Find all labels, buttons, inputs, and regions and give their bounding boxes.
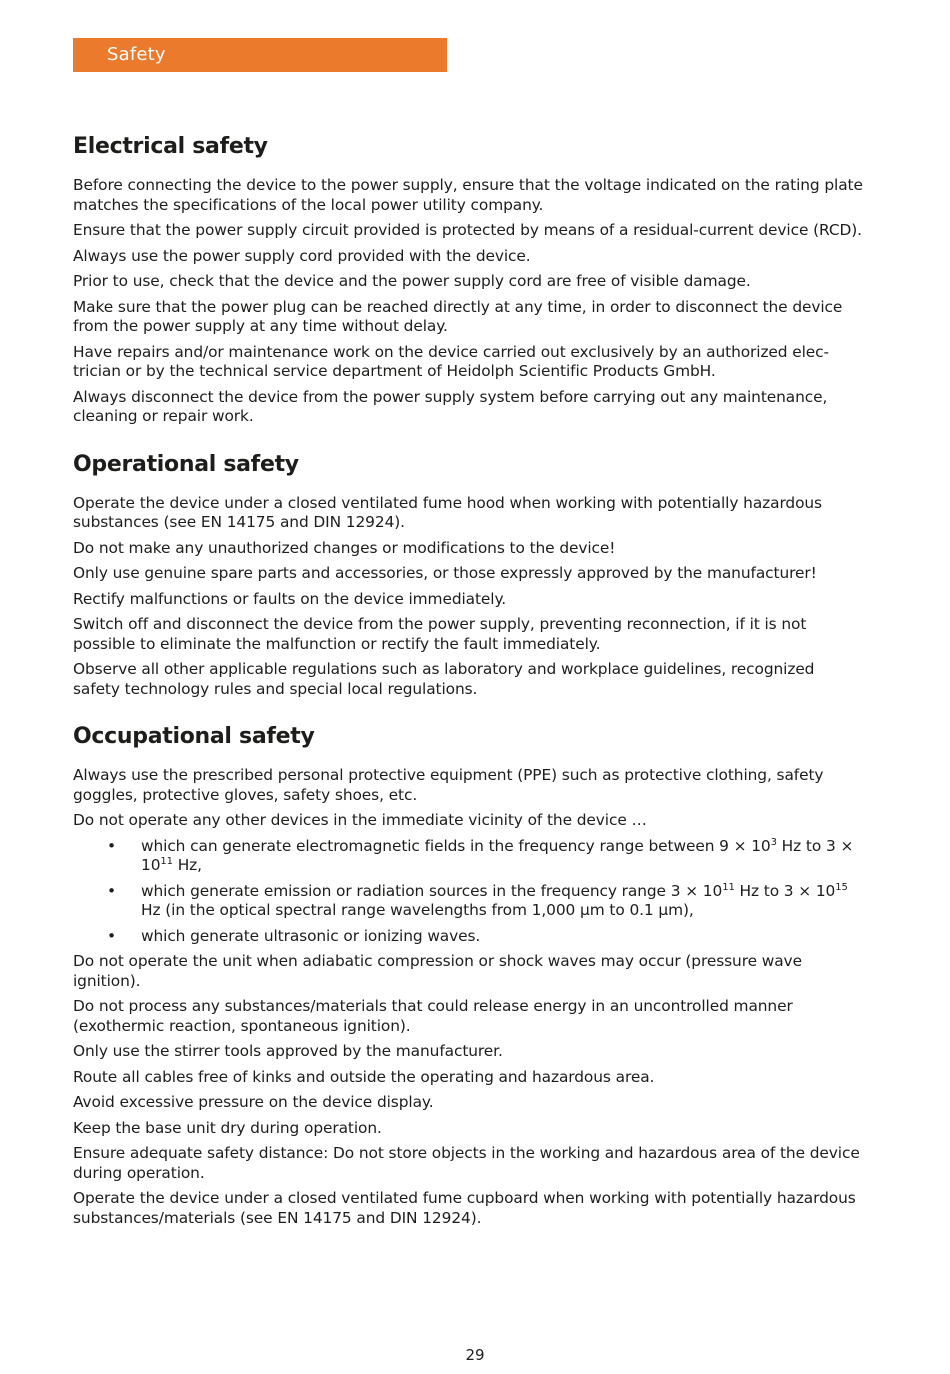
paragraph: Only use genuine spare parts and accessories, or those expressly approved by the manufacturer! (73, 564, 817, 582)
paragraph: Always use the power supply cord provided with the device. (73, 246, 531, 265)
paragraph: Operate the device under a closed ventilated fume hood when working with potentially hazardous substances (see EN 14175 and DIN 12924). (73, 493, 822, 531)
operational-safety-heading: Operational safety (73, 451, 299, 477)
paragraph: Avoid excessive pressure on the device display. (73, 1093, 434, 1111)
list-item (73, 927, 863, 947)
paragraph: Have repairs and/or maintenance work on the device carried out exclusively by an authorized elec-trician or by the technical service department of Heidolph Scientific Products GmbH. (73, 342, 829, 380)
bullet-glyph: • (107, 926, 116, 945)
paragraph: Ensure that the power supply circuit provided is protected by means of a residual-current device (RCD). (73, 221, 862, 239)
paragraph: Always use the prescribed personal protective equipment (PPE) such as protective clothing, safety goggles, protective gloves, safety shoes, etc. (73, 766, 824, 804)
paragraph: Observe all other applicable regulations such as laboratory and workplace guidelines, recognized safety technology rules and special local regulations. (73, 660, 815, 698)
section-header-label: Safety (107, 44, 166, 65)
superscript: 15 (835, 881, 848, 893)
occupational-safety-heading: Occupational safety (73, 724, 315, 749)
list-item-text: Hz (in the optical spectral range wavelengths from 1,000 µm to 0.1 µm), (141, 901, 694, 919)
list-item-text: Hz, (172, 856, 202, 874)
paragraph: Make sure that the power plug can be reached directly at any time, in order to disconnect the device from the power supply at any time without delay. (73, 297, 843, 335)
bullet-glyph: • (107, 836, 116, 855)
paragraph: Do not make any unauthorized changes or modifications to the device! (73, 538, 616, 557)
occupational-safety-section (73, 722, 863, 1228)
paragraph: Keep the base unit dry during operation. (73, 1118, 382, 1137)
bullet-glyph: • (107, 881, 116, 900)
paragraph: Switch off and disconnect the device from the power supply, preventing reconnection, if it is not possible to eliminate the malfunction or rectify the fault immediately. (73, 615, 807, 653)
paragraph: Operate the device under a closed ventilated fume cupboard when working with potentially hazardous substances/materials (see EN 14175 and DIN 12924). (73, 1189, 856, 1227)
list-item-text: Hz to 3 × 10 (734, 881, 836, 900)
section-header-bar (73, 38, 447, 72)
paragraph: Prior to use, check that the device and the power supply cord are free of visible damage. (73, 272, 751, 290)
superscript: 3 (770, 836, 777, 848)
paragraph: Always disconnect the device from the power supply system before carrying out any maintenance, cleaning or repair work. (73, 387, 828, 425)
paragraph: Route all cables free of kinks and outside the operating and hazardous area. (73, 1067, 655, 1086)
list-item-text: which generate ultrasonic or ionizing waves. (141, 926, 481, 945)
list-item (73, 882, 863, 921)
operational-safety-section (73, 450, 863, 700)
hazard-source-list (73, 837, 863, 947)
electrical-safety-section (73, 132, 863, 427)
superscript: 11 (160, 856, 173, 867)
paragraph: Only use the stirrer tools approved by the manufacturer. (73, 1042, 503, 1060)
list-item-text: which generate emission or radiation sources in the frequency range 3 × 10 (141, 881, 723, 900)
paragraph: Ensure adequate safety distance: Do not store objects in the working and hazardous area of the device during operation. (73, 1144, 860, 1182)
paragraph: Do not operate any other devices in the immediate vicinity of the device … (73, 811, 647, 829)
paragraph: Rectify malfunctions or faults on the device immediately. (73, 589, 507, 608)
paragraph: Before connecting the device to the power supply, ensure that the voltage indicated on the rating plate matches the specifications of the local power utility company. (73, 176, 863, 214)
page-number: 29 (465, 1346, 485, 1364)
page-content (73, 132, 863, 1234)
list-item-text: which can generate electromagnetic fields in the frequency range between 9 × 10 (141, 836, 771, 855)
paragraph: Do not process any substances/materials that could release energy in an uncontrolled manner (exothermic reaction, spontaneous ignition). (73, 997, 793, 1035)
superscript: 11 (722, 881, 735, 893)
list-item-text: Hz to 3 × 10 (141, 836, 854, 874)
electrical-safety-heading: Electrical safety (73, 134, 268, 159)
paragraph: Do not operate the unit when adiabatic compression or shock waves may occur (pressure wave ignition). (73, 952, 802, 990)
list-item (73, 837, 863, 876)
